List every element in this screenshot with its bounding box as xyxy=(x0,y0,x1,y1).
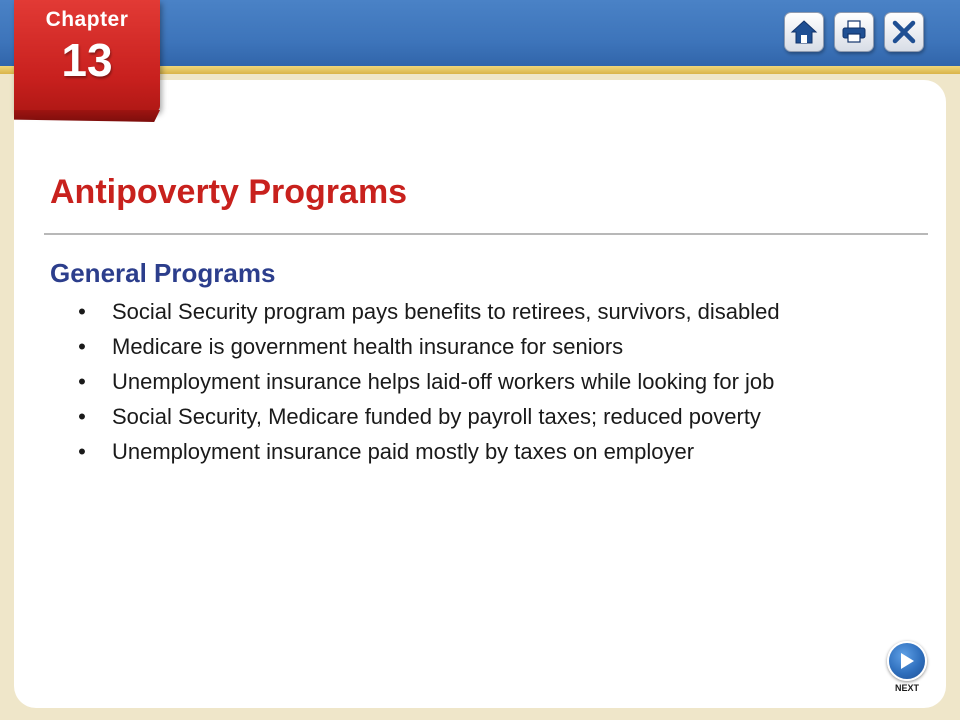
bullet-text: Unemployment insurance paid mostly by taxes on employer xyxy=(112,439,695,464)
bullet-item xyxy=(72,331,942,366)
chapter-label: Chapter xyxy=(45,8,129,31)
title-divider xyxy=(44,233,928,235)
bullet-text: Social Security program pays benefits to retirees, survivors, disabled xyxy=(112,299,780,324)
close-icon xyxy=(891,19,917,45)
print-button[interactable] xyxy=(834,12,874,52)
slide-title: Antipoverty Programs xyxy=(50,173,408,211)
bullet-item xyxy=(72,296,942,331)
bullet-glyph: • xyxy=(78,334,86,359)
bullet-text: Medicare is government health insurance for seniors xyxy=(112,334,624,359)
bullet-glyph: • xyxy=(78,369,86,394)
next-button[interactable] xyxy=(887,641,927,681)
print-icon xyxy=(840,19,868,45)
section-subheading: General Programs xyxy=(50,258,276,288)
bullet-item xyxy=(72,366,942,401)
home-button[interactable] xyxy=(784,12,824,52)
chapter-number: 13 xyxy=(61,34,113,86)
close-button[interactable] xyxy=(884,12,924,52)
bullet-glyph: • xyxy=(78,404,86,429)
bullet-item xyxy=(72,436,942,471)
home-icon xyxy=(790,19,818,45)
chapter-ribbon xyxy=(14,0,160,112)
play-icon xyxy=(899,652,915,670)
bullet-item xyxy=(72,401,942,436)
bullet-text: Unemployment insurance helps laid-off workers while looking for job xyxy=(112,369,775,394)
next-label[interactable]: NEXT xyxy=(894,683,919,693)
bullet-list xyxy=(72,296,942,471)
bullet-glyph: • xyxy=(78,299,86,324)
bullet-glyph: • xyxy=(78,439,86,464)
bullet-text: Social Security, Medicare funded by payroll taxes; reduced poverty xyxy=(112,404,761,429)
